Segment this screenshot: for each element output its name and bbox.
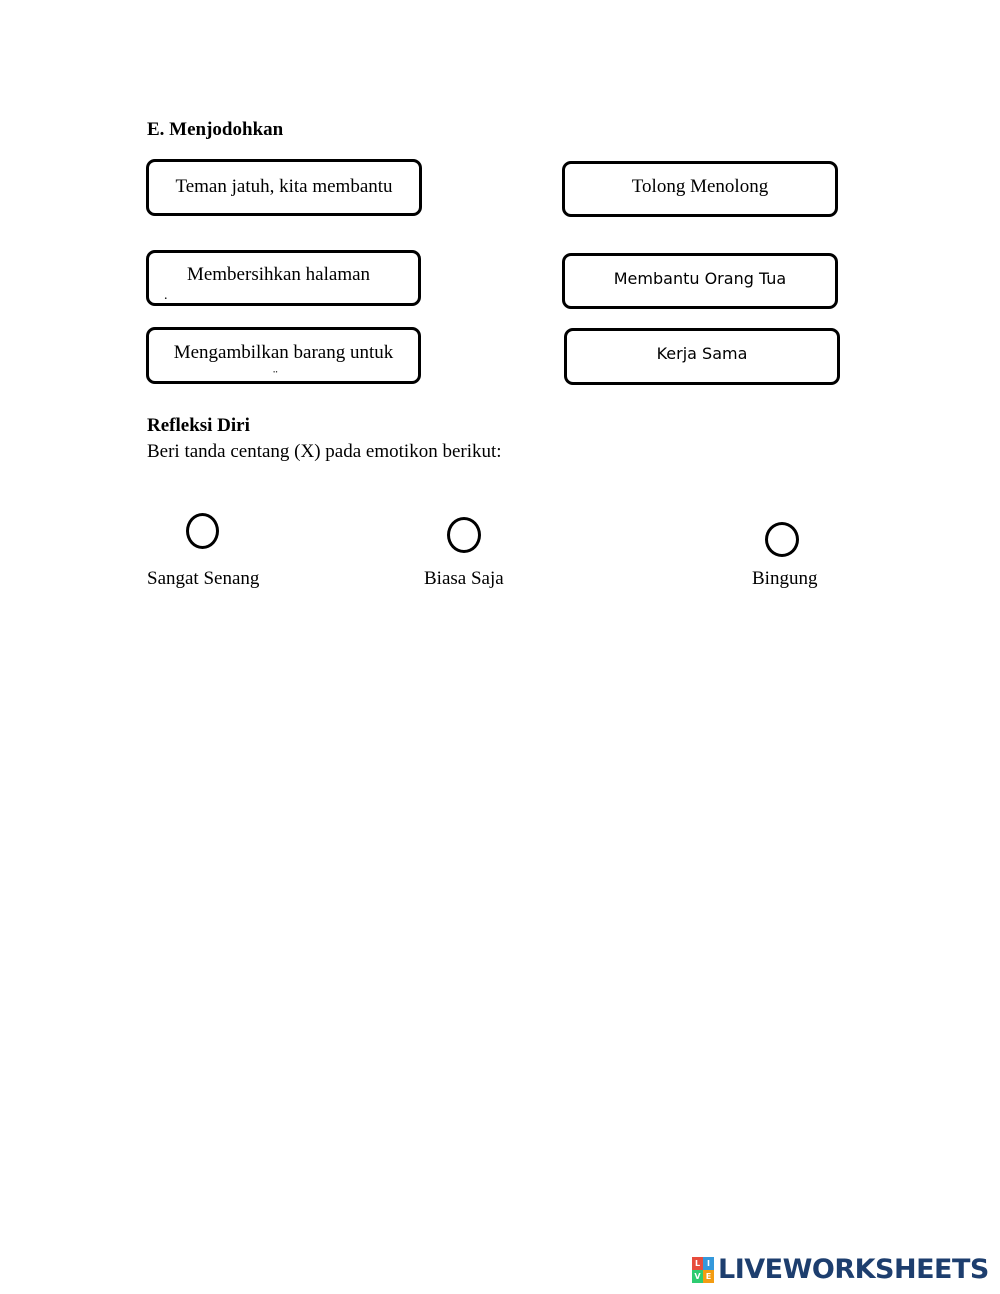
match-right-item-2[interactable] — [562, 253, 838, 309]
logo-mark-letter-l: L — [692, 1257, 703, 1270]
match-right-item-1-label: Tolong Menolong — [631, 176, 769, 197]
match-left-item-1[interactable] — [146, 159, 422, 216]
match-left-item-1-label: Teman jatuh, kita membantu — [175, 176, 393, 197]
logo-mark-letter-i: I — [703, 1257, 714, 1270]
match-left-item-2[interactable] — [146, 250, 421, 306]
option-sangat-senang-circle[interactable] — [186, 513, 219, 549]
liveworksheets-logo — [692, 1254, 989, 1286]
option-bingung-label: Bingung — [752, 568, 818, 589]
reflection-section-title: Refleksi Diri — [147, 415, 250, 436]
match-right-item-3-label: Kerja Sama — [656, 344, 748, 363]
option-biasa-saja-circle[interactable] — [447, 517, 481, 553]
match-left-item-3[interactable] — [146, 327, 421, 384]
matching-section-title: E. Menjodohkan — [147, 119, 284, 140]
match-right-item-3[interactable] — [564, 328, 840, 385]
liveworksheets-logo-icon — [692, 1257, 714, 1283]
match-left-item-3-label: Mengambilkan barang untuk — [173, 342, 394, 363]
reflection-instruction: Beri tanda centang (X) pada emotikon berikut: — [147, 441, 502, 462]
match-left-item-2-overflow: . — [164, 288, 168, 303]
match-left-item-3-overflow: ¨ — [273, 369, 278, 384]
option-biasa-saja-label: Biasa Saja — [424, 568, 504, 589]
logo-mark-letter-e: E — [703, 1270, 714, 1283]
match-right-item-2-label: Membantu Orang Tua — [613, 269, 787, 288]
liveworksheets-logo-text: LIVEWORKSHEETS — [718, 1254, 989, 1285]
logo-mark-letter-v: V — [692, 1270, 703, 1283]
match-left-item-2-label: Membersihkan halaman — [186, 264, 371, 285]
match-right-item-1[interactable] — [562, 161, 838, 217]
option-bingung-circle[interactable] — [765, 522, 799, 557]
option-sangat-senang-label: Sangat Senang — [147, 568, 260, 589]
